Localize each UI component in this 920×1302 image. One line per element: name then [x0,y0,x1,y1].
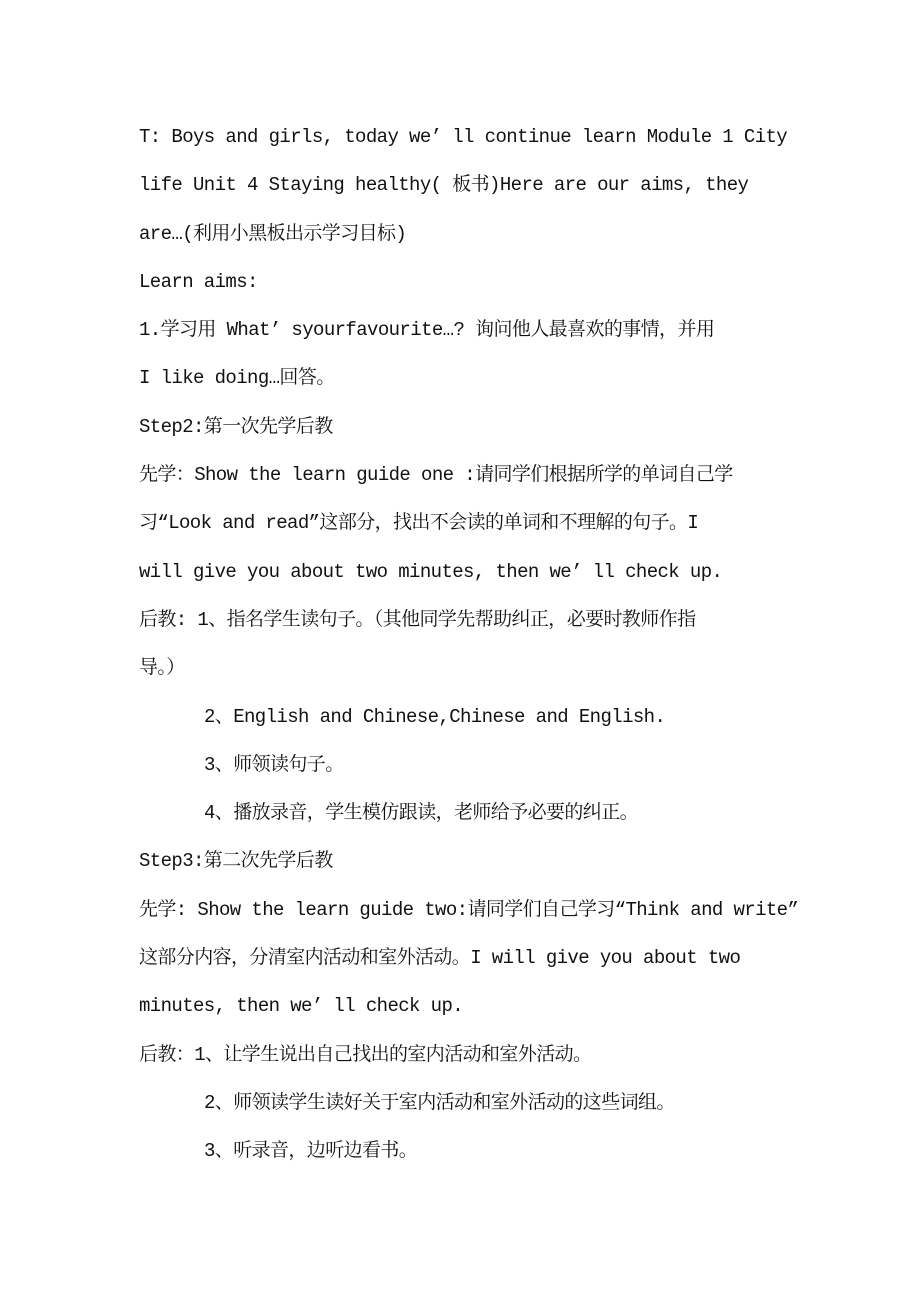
step2-teach-item-1-line-1: 后教: 1、指名学生读句子。（其他同学先帮助纠正，必要时教师作指 [139,608,696,631]
aim-1-line-2: I like doing…回答。 [139,367,335,390]
step2-teach-item-3: 3、师领读句子。 [204,753,344,776]
step3-heading: Step3:第二次先学后教 [139,850,333,873]
step3-teach-item-3: 3、听录音，边听边看书。 [204,1140,418,1163]
step3-preview-line-2: 这部分内容，分清室内活动和室外活动。I will give you about two [139,947,741,970]
intro-line-1: T: Boys and girls, today we’ ll continue learn Module 1 City [139,126,788,148]
step3-teach-item-2: 2、师领读学生读好关于室内活动和室外活动的这些词组。 [204,1091,675,1114]
step2-teach-item-2: 2、English and Chinese,Chinese and English. [204,705,666,728]
intro-line-2: life Unit 4 Staying healthy( 板书)Here are our aims, they [139,174,749,197]
step3-preview-line-3: minutes, then we’ ll check up. [139,995,464,1018]
step3-teach-item-1: 后教：1、让学生说出自己找出的室内活动和室外活动。 [139,1043,592,1066]
step2-preview-line-2: 习“Look and read”这部分，找出不会读的单词和不理解的句子。I [139,512,699,535]
document-page [139,120,839,1183]
step2-heading: Step2:第一次先学后教 [139,415,333,438]
aim-1-line-1: 1.学习用 What’ syourfavourite…? 询问他人最喜欢的事情，并用 [139,319,715,342]
learn-aims-heading: Learn aims: [139,270,258,293]
step2-teach-item-1-line-2: 导。） [139,657,185,680]
step2-teach-item-4: 4、播放录音，学生模仿跟读，老师给予必要的纠正。 [204,802,639,825]
step2-preview-line-3: will give you about two minutes, then we’ ll check up. [139,560,723,583]
step3-preview-line-1: 先学: Show the learn guide two:请同学们自己学习“Think and write” [139,898,799,921]
intro-line-3: are…(利用小黑板出示学习目标) [139,222,407,245]
step2-preview-line-1: 先学：Show the learn guide one :请同学们根据所学的单词自己学 [139,464,733,487]
